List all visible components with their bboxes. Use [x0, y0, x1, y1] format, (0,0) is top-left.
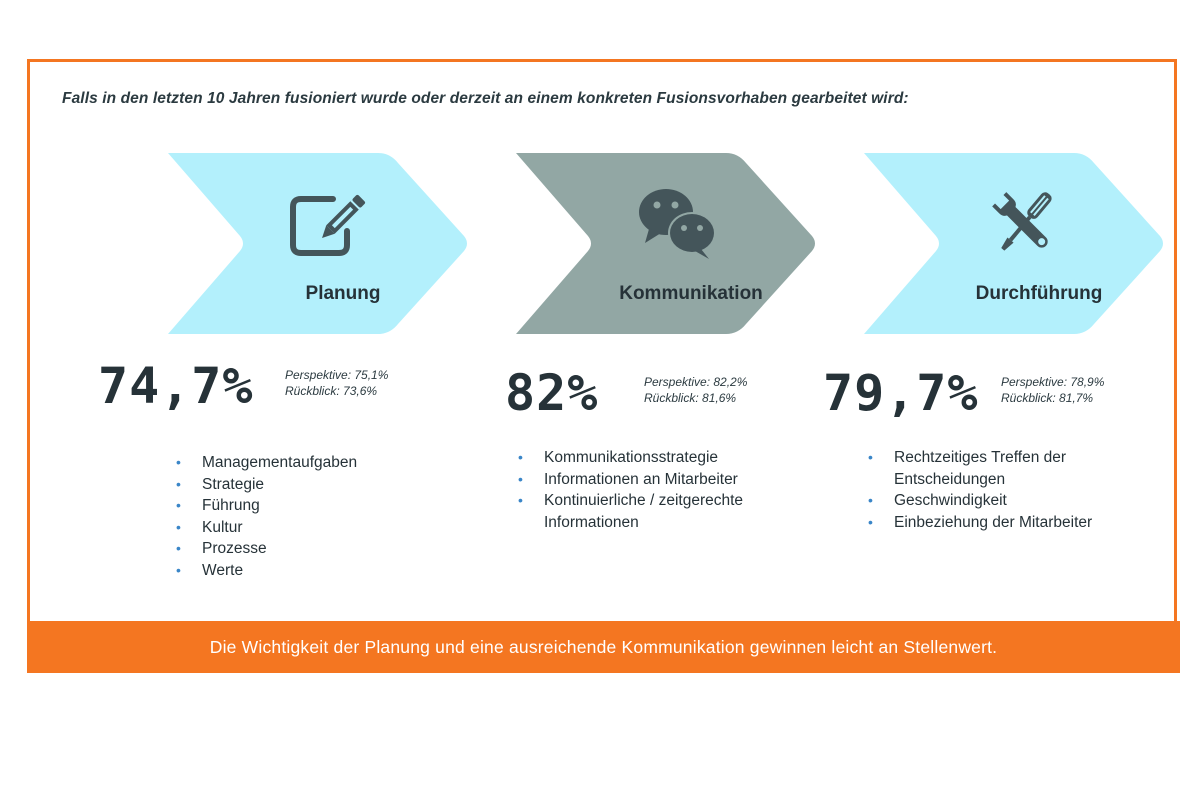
- chevron-durchfuehrung: [864, 153, 1164, 334]
- list-item: • Rechtzeitiges Treffen der Entscheidungen: [868, 447, 1138, 490]
- conclusion-banner: Die Wichtigkeit der Planung und eine ausreichende Kommunikation gewinnen leicht an Stellenwert.: [27, 621, 1180, 673]
- list-item: • Werte: [176, 560, 416, 582]
- rueckblick-value: Rückblick: 81,7%: [1001, 391, 1094, 405]
- list-item: • Strategie: [176, 474, 416, 496]
- stat-breakdown: [1001, 374, 1104, 406]
- step-label: Planung: [305, 283, 381, 304]
- list-item: • Einbeziehung der Mitarbeiter: [868, 512, 1138, 534]
- perspektive-value: Perspektive: 75,1%: [285, 368, 389, 382]
- perspektive-value: Perspektive: 78,9%: [1001, 375, 1105, 389]
- chevron-planung: [168, 153, 468, 334]
- rueckblick-value: Rückblick: 81,6%: [644, 391, 737, 405]
- intro-heading: Falls in den letzten 10 Jahren fusioniert wurde oder derzeit an einem konkreten Fusionsvorhaben gearbeitet wird:: [62, 90, 909, 107]
- list-planung: [176, 452, 416, 581]
- list-item: • Führung: [176, 495, 416, 517]
- list-item: • Kultur: [176, 517, 416, 539]
- edit-pencil-icon: [287, 187, 369, 261]
- step-label: Kommunikation: [619, 283, 763, 304]
- list-item: • Managementaufgaben: [176, 452, 416, 474]
- perspektive-value: Perspektive: 82,2%: [644, 375, 748, 389]
- stat-value: 82%: [505, 364, 599, 422]
- tools-wrench-screwdriver-icon: [983, 187, 1065, 261]
- list-kommunikation: [518, 447, 788, 533]
- stat-breakdown: [644, 374, 747, 406]
- stat-value: 74,7%: [98, 357, 254, 415]
- list-item: • Informationen an Mitarbeiter: [518, 469, 788, 491]
- step-label: Durchführung: [975, 283, 1103, 304]
- list-durchfuehrung: [868, 447, 1138, 533]
- chevron-kommunikation: [516, 153, 816, 334]
- chat-bubbles-icon: [635, 187, 717, 261]
- list-item: • Kontinuierliche / zeitgerechte Informationen: [518, 490, 788, 533]
- list-item: • Geschwindigkeit: [868, 490, 1138, 512]
- stat-value: 79,7%: [823, 364, 979, 422]
- list-item: • Prozesse: [176, 538, 416, 560]
- stat-breakdown: [285, 367, 388, 399]
- list-item: • Kommunikationsstrategie: [518, 447, 788, 469]
- rueckblick-value: Rückblick: 73,6%: [285, 384, 378, 398]
